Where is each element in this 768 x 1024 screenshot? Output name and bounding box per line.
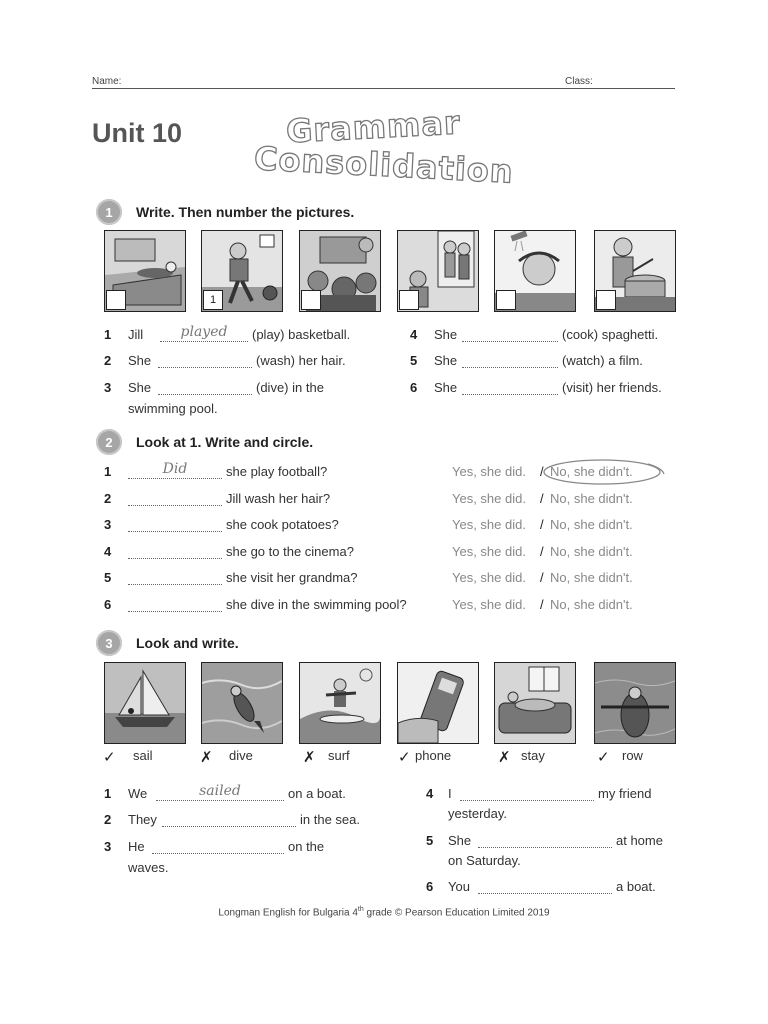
ex1-answer-field[interactable]: played: [180, 324, 228, 340]
header-rule: [92, 88, 675, 89]
ex1-item-number: 1: [104, 327, 112, 342]
ex1-verb-hint: (play) basketball.: [252, 327, 351, 342]
ex2-separator: /: [540, 464, 544, 479]
ex3-rest-continued: yesterday.: [448, 806, 508, 821]
ex2-answer-line: [128, 611, 222, 612]
ex2-item-number: 4: [104, 544, 112, 559]
ex1-verb-hint-continued: swimming pool.: [128, 401, 218, 416]
ex2-no-option[interactable]: No, she didn't.: [550, 517, 633, 532]
ex1-verb-hint: (wash) her hair.: [256, 353, 346, 368]
ex2-yes-option[interactable]: Yes, she did.: [452, 597, 526, 612]
logo-consolidation: Consolidation: [253, 139, 515, 191]
ex3-word: row: [622, 748, 643, 763]
logo-grammar: Grammar: [285, 103, 462, 151]
ex3-item-number: 5: [426, 833, 434, 848]
class-label: Class:: [565, 76, 593, 87]
sailing-boat-picture: [104, 662, 186, 744]
ex3-subject: She: [448, 833, 472, 848]
footer-text-start: Longman English for Bulgaria 4: [218, 907, 358, 919]
cross-icon: ✗: [200, 749, 213, 766]
check-icon: ✓: [597, 749, 610, 766]
ex3-subject: We: [128, 786, 148, 801]
ex3-rest-continued: on Saturday.: [448, 853, 521, 868]
ex3-word: stay: [521, 748, 545, 763]
ex2-yes-option[interactable]: Yes, she did.: [452, 544, 526, 559]
exercise-2-title: Look at 1. Write and circle.: [136, 434, 314, 450]
ex2-answer-line: [128, 531, 222, 532]
ex3-rest: on a boat.: [288, 786, 346, 801]
ex3-subject: I: [448, 786, 452, 801]
sofa-at-home-picture: [494, 662, 576, 744]
cross-icon: ✗: [303, 749, 316, 766]
picture-number-box[interactable]: 1: [203, 290, 223, 310]
ex1-answer-line: [462, 394, 558, 395]
ex2-no-option[interactable]: No, she didn't.: [550, 544, 633, 559]
ex2-separator: /: [540, 491, 544, 506]
ex1-answer-line: [462, 341, 558, 342]
ex3-answer-line: [478, 847, 612, 848]
girl-playing-basketball-picture: [201, 230, 283, 312]
ex1-subject: She: [128, 353, 152, 368]
ex2-answer-line: [128, 558, 222, 559]
ex1-item-number: 2: [104, 353, 112, 368]
ex2-item-number: 1: [104, 464, 112, 479]
footer-superscript: th: [357, 906, 364, 913]
rowing-boat-picture: [594, 662, 676, 744]
ex2-item-number: 6: [104, 597, 112, 612]
ex2-separator: /: [540, 544, 544, 559]
ex1-answer-line: [158, 394, 252, 395]
ex1-subject: She: [434, 327, 458, 342]
ex1-subject: She: [434, 380, 458, 395]
ex1-item-number: 5: [410, 353, 418, 368]
ex1-item-number: 3: [104, 380, 112, 395]
ex2-answer-line: [128, 584, 222, 585]
ex3-rest: my friend: [598, 786, 652, 801]
picture-number-box[interactable]: [399, 290, 419, 310]
ex2-separator: /: [540, 517, 544, 532]
ex3-item-number: 4: [426, 786, 434, 801]
ex2-separator: /: [540, 597, 544, 612]
ex2-answer-line: [128, 478, 222, 479]
ex1-verb-hint: (watch) a film.: [562, 353, 643, 368]
ex2-no-option[interactable]: No, she didn't.: [550, 570, 633, 585]
ex3-item-number: 6: [426, 879, 434, 894]
ex1-answer-line: [158, 367, 252, 368]
ex1-answer-line: [160, 341, 248, 342]
ex1-subject: Jill: [128, 327, 144, 342]
ex1-answer-line: [462, 367, 558, 368]
check-icon: ✓: [398, 749, 411, 766]
ex3-item-number: 2: [104, 812, 112, 827]
ex3-answer-line: [156, 800, 284, 801]
ex2-item-number: 2: [104, 491, 112, 506]
ex2-answer-field[interactable]: Did: [162, 461, 188, 477]
ex3-word: surf: [328, 748, 350, 763]
footer-copyright: [0, 906, 768, 918]
ex1-item-number: 4: [410, 327, 418, 342]
unit-title: Unit 10: [92, 118, 183, 148]
name-label: Name:: [92, 76, 122, 87]
ex3-answer-line: [460, 800, 594, 801]
ex3-item-number: 3: [104, 839, 112, 854]
footer-text-end: grade © Pearson Education Limited 2019: [363, 907, 550, 919]
ex2-separator: /: [540, 570, 544, 585]
ex3-rest: a boat.: [616, 879, 656, 894]
ex3-rest: on the: [288, 839, 325, 854]
ex2-no-option[interactable]: No, she didn't.: [550, 464, 633, 479]
ex2-no-option[interactable]: No, she didn't.: [550, 491, 633, 506]
ex2-question: she dive in the swimming pool?: [226, 597, 407, 612]
ex3-word: dive: [229, 748, 253, 763]
exercise-3-badge: 3: [96, 630, 122, 656]
ex3-word: phone: [415, 748, 452, 763]
ex3-answer-line: [152, 853, 284, 854]
washing-hair-picture: [494, 230, 576, 312]
picture-number-box[interactable]: [596, 290, 616, 310]
ex1-subject: She: [128, 380, 152, 395]
ex3-answer-field[interactable]: sailed: [199, 783, 241, 799]
ex2-yes-option[interactable]: Yes, she did.: [452, 491, 526, 506]
cooking-spaghetti-picture: [594, 230, 676, 312]
ex3-subject: He: [128, 839, 145, 854]
ex3-subject: You: [448, 879, 470, 894]
check-icon: ✓: [103, 749, 116, 766]
cross-icon: ✗: [498, 749, 511, 766]
ex1-subject: She: [434, 353, 458, 368]
exercise-1-title: Write. Then number the pictures.: [136, 204, 355, 220]
ex1-item-number: 6: [410, 380, 418, 395]
ex2-yes-option[interactable]: Yes, she did.: [452, 517, 526, 532]
ex2-yes-option[interactable]: Yes, she did.: [452, 570, 526, 585]
ex2-question: she cook potatoes?: [226, 517, 339, 532]
ex3-rest: at home: [616, 833, 663, 848]
exercise-1-badge: 1: [96, 199, 122, 225]
ex2-item-number: 5: [104, 570, 112, 585]
exercise-3-title: Look and write.: [136, 635, 239, 651]
picture-number-box[interactable]: [106, 290, 126, 310]
circle-mark: [540, 456, 666, 488]
ex2-question: Jill wash her hair?: [226, 491, 331, 506]
mobile-phone-picture: [397, 662, 479, 744]
picture-number-box[interactable]: [301, 290, 321, 310]
ex1-verb-hint: (visit) her friends.: [562, 380, 662, 395]
ex2-question: she go to the cinema?: [226, 544, 354, 559]
visiting-friends-picture: [397, 230, 479, 312]
ex2-answer-line: [128, 505, 222, 506]
picture-number-box[interactable]: [496, 290, 516, 310]
ex3-answer-line: [162, 826, 296, 827]
ex3-rest-continued: waves.: [128, 860, 169, 875]
exercise-2-badge: 2: [96, 429, 122, 455]
diving-picture: [201, 662, 283, 744]
ex2-yes-option[interactable]: Yes, she did.: [452, 464, 526, 479]
ex1-verb-hint: (cook) spaghetti.: [562, 327, 659, 342]
ex3-subject: They: [128, 812, 157, 827]
ex2-item-number: 3: [104, 517, 112, 532]
ex1-verb-hint: (dive) in the: [256, 380, 324, 395]
ex3-item-number: 1: [104, 786, 112, 801]
ex3-rest: in the sea.: [300, 812, 360, 827]
ex3-word: sail: [133, 748, 153, 763]
ex2-question: she play football?: [226, 464, 328, 479]
ex2-no-option[interactable]: No, she didn't.: [550, 597, 633, 612]
swimming-pool-dive-picture: [104, 230, 186, 312]
ex2-question: she visit her grandma?: [226, 570, 358, 585]
ex3-answer-line: [478, 893, 612, 894]
surfing-picture: [299, 662, 381, 744]
cinema-watching-film-picture: [299, 230, 381, 312]
